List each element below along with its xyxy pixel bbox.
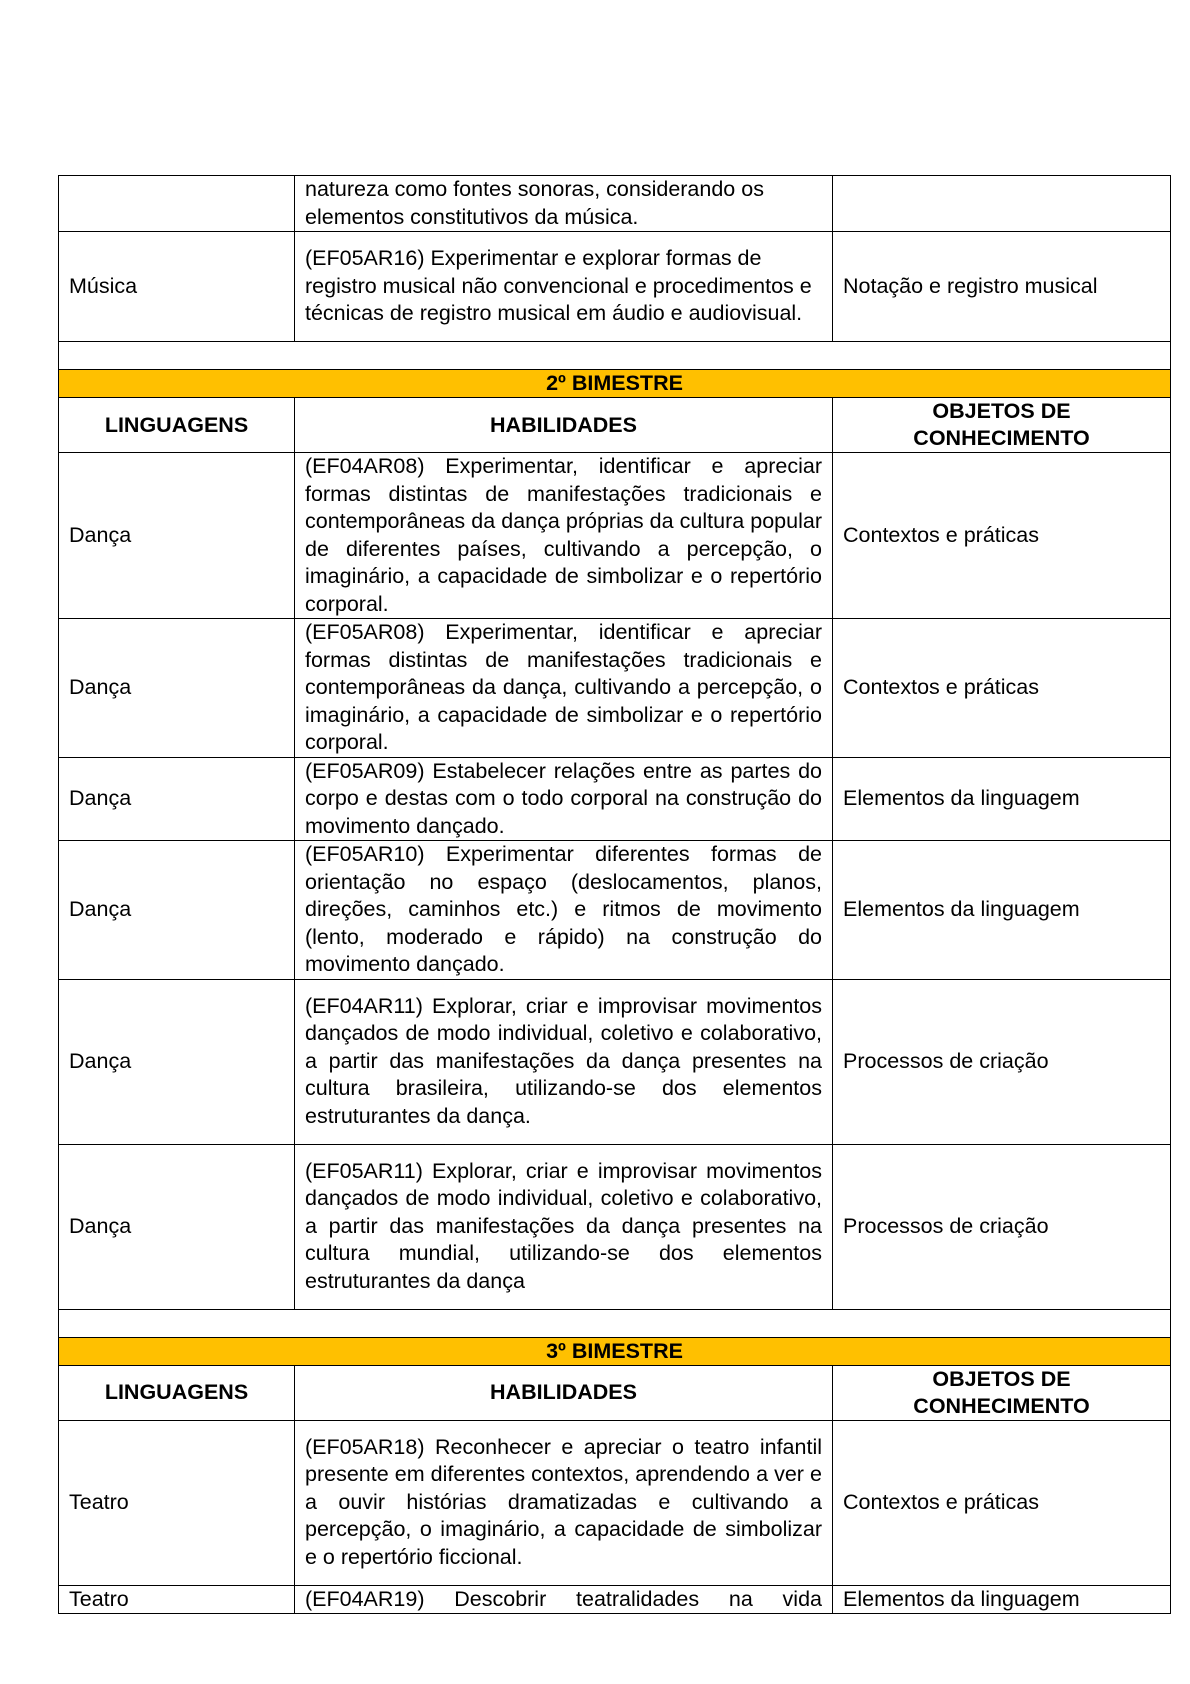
linguagem-cell: Dança (59, 757, 295, 841)
table-row (59, 176, 1171, 232)
bimestre-2-title: 2º BIMESTRE (59, 370, 1171, 398)
table-row (59, 1420, 1171, 1585)
spacer-row (59, 1309, 1171, 1337)
table-row (59, 979, 1171, 1144)
linguagem-cell: Dança (59, 453, 295, 619)
habilidade-cell: (EF05AR18) Reconhecer e apreciar o teatro infantil presente em diferentes contextos, aprendendo a ver e a ouvir histórias dramatizadas e cultivando a percepção, o imaginário, a capacidade de simbolizar e o repertório ficcional. (295, 1420, 833, 1585)
habilidade-cell: (EF04AR11) Explorar, criar e improvisar movimentos dançados de modo individual, coletivo e colaborativo, a partir das manifestações da dança presentes na cultura brasileira, utilizando-se dos elementos estruturantes da dança. (295, 979, 833, 1144)
objeto-cell: Elementos da linguagem (833, 1585, 1171, 1614)
objeto-cell (833, 176, 1171, 232)
bimestre-3-title: 3º BIMESTRE (59, 1337, 1171, 1365)
table-row (59, 841, 1171, 980)
header-objetos: OBJETOS DE CONHECIMENTO (833, 1365, 1171, 1420)
habilidade-cell: (EF05AR09) Estabelecer relações entre as partes do corpo e destas com o todo corporal na construção do movimento dançado. (295, 757, 833, 841)
habilidade-cell: (EF04AR19) Descobrir teatralidades na vida (295, 1585, 833, 1614)
bimestre-header-row (59, 1337, 1171, 1365)
habilidade-cell: (EF05AR08) Experimentar, identificar e apreciar formas distintas de manifestações tradicionais e contemporâneas da dança, cultivando a percepção, o imaginário, a capacidade de simbolizar e o repertório corporal. (295, 619, 833, 758)
linguagem-cell (59, 176, 295, 232)
objeto-cell: Notação e registro musical (833, 232, 1171, 342)
bimestre-header-row (59, 370, 1171, 398)
spacer-row (59, 342, 1171, 370)
linguagem-cell: Dança (59, 1144, 295, 1309)
header-linguagens: LINGUAGENS (59, 1365, 295, 1420)
column-header-row (59, 398, 1171, 453)
linguagem-cell: Música (59, 232, 295, 342)
curriculum-table (58, 175, 1171, 1614)
table-row (59, 453, 1171, 619)
table-row (59, 232, 1171, 342)
linguagem-cell: Teatro (59, 1585, 295, 1614)
table-row (59, 757, 1171, 841)
objeto-cell: Contextos e práticas (833, 1420, 1171, 1585)
objeto-cell: Contextos e práticas (833, 453, 1171, 619)
objeto-cell: Elementos da linguagem (833, 757, 1171, 841)
header-habilidades: HABILIDADES (295, 398, 833, 453)
habilidade-cell: (EF04AR08) Experimentar, identificar e apreciar formas distintas de manifestações tradicionais e contemporâneas da dança próprias da cultura popular de diferentes países, cultivando a percepção, o imaginário, a capacidade de simbolizar e o repertório corporal. (295, 453, 833, 619)
habilidade-cell: (EF05AR16) Experimentar e explorar formas de registro musical não convencional e procedimentos e técnicas de registro musical em áudio e audiovisual. (295, 232, 833, 342)
header-objetos: OBJETOS DE CONHECIMENTO (833, 398, 1171, 453)
table-row (59, 1144, 1171, 1309)
column-header-row (59, 1365, 1171, 1420)
habilidade-cell: (EF05AR11) Explorar, criar e improvisar movimentos dançados de modo individual, coletivo e colaborativo, a partir das manifestações da dança presentes na cultura mundial, utilizando-se dos elementos estruturantes da dança (295, 1144, 833, 1309)
objeto-cell: Processos de criação (833, 1144, 1171, 1309)
header-linguagens: LINGUAGENS (59, 398, 295, 453)
table-row (59, 619, 1171, 758)
objeto-cell: Processos de criação (833, 979, 1171, 1144)
linguagem-cell: Teatro (59, 1420, 295, 1585)
table-row (59, 1585, 1171, 1614)
header-habilidades: HABILIDADES (295, 1365, 833, 1420)
linguagem-cell: Dança (59, 979, 295, 1144)
objeto-cell: Elementos da linguagem (833, 841, 1171, 980)
linguagem-cell: Dança (59, 619, 295, 758)
objeto-cell: Contextos e práticas (833, 619, 1171, 758)
habilidade-cell: (EF05AR10) Experimentar diferentes formas de orientação no espaço (deslocamentos, planos, direções, caminhos etc.) e ritmos de movimento (lento, moderado e rápido) na construção do movimento dançado. (295, 841, 833, 980)
habilidade-cell: natureza como fontes sonoras, considerando os elementos constitutivos da música. (295, 176, 833, 232)
linguagem-cell: Dança (59, 841, 295, 980)
